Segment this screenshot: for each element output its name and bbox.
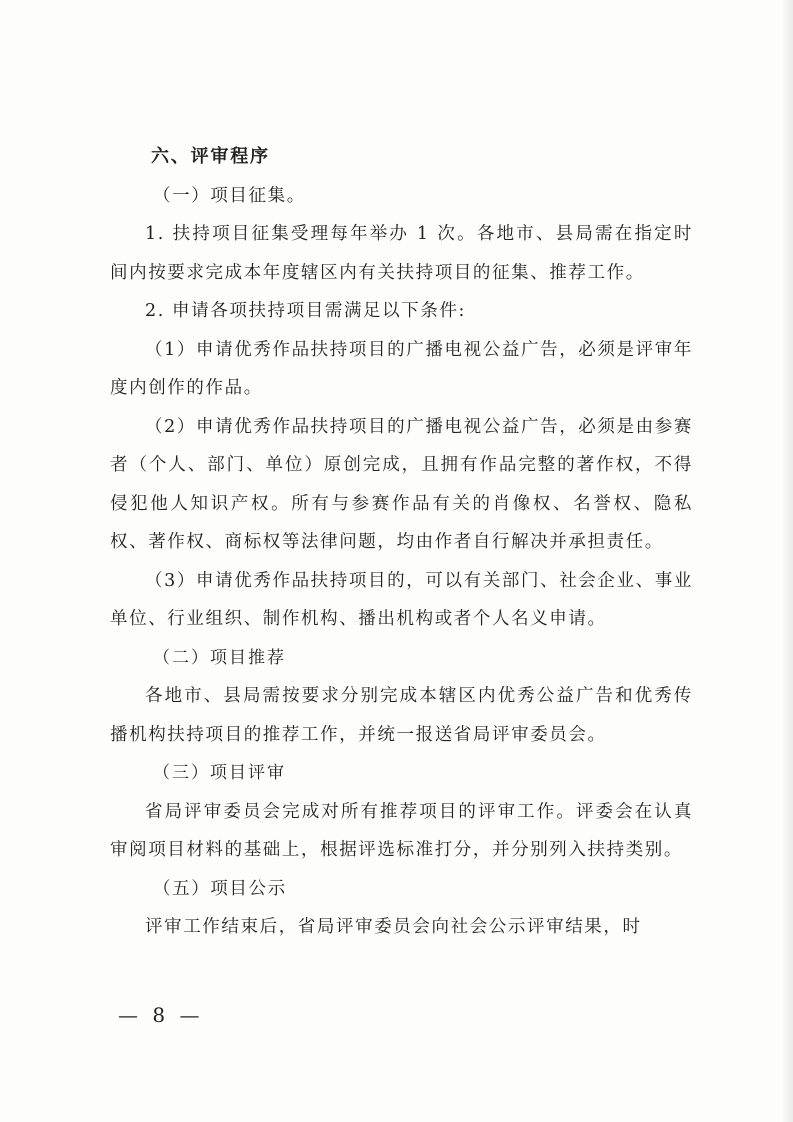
section-title: 六、评审程序 — [151, 146, 270, 167]
paragraph-condition-2: （2）申请优秀作品扶持项目的广播电视公益广告，必须是由参赛者（个人、部门、单位）原创完成，且拥有作品完整的著作权，不得侵犯他人知识产权。所有与参赛作品有关的肖像权、名誉权、隐私权、著作权、商标权等法律问题，均由作者自行解决并承担责任。 — [110, 416, 693, 552]
paragraph-publicity: 评审工作结束后，省局评审委员会向社会公示评审结果，时 — [145, 917, 642, 937]
paragraph-recommendation: 各地市、县局需按要求分别完成本辖区内优秀公益广告和优秀传播机构扶持项目的推荐工作，并统一报送省局评审委员会。 — [110, 686, 693, 745]
page-number: — 8 — — [118, 1003, 204, 1027]
subsection-title-1: （一）项目征集。 — [153, 185, 306, 206]
paragraph-review: 省局评审委员会完成对所有推荐项目的评审工作。评委会在认真审阅项目材料的基础上，根据评选标准打分，并分别列入扶持类别。 — [110, 801, 693, 860]
paragraph-condition-3: （3）申请优秀作品扶持项目的，可以有关部门、社会企业、事业单位、行业组织、制作机构、播出机构或者个人名义申请。 — [110, 570, 693, 629]
paragraph-item-2: 2. 申请各项扶持项目需满足以下条件: — [145, 301, 467, 321]
document-body — [110, 138, 693, 947]
paragraph-condition-1: （1）申请优秀作品扶持项目的广播电视公益广告，必须是评审年度内创作的作品。 — [110, 339, 693, 398]
subsection-title-5: （五）项目公示 — [153, 878, 287, 899]
subsection-title-2: （二）项目推荐 — [153, 647, 286, 668]
subsection-title-3: （三）项目评审 — [153, 763, 286, 783]
scan-edge-shadow — [781, 0, 793, 1122]
paragraph-item-1: 1. 扶持项目征集受理每年举办 1 次。各地市、县局需在指定时间内按要求完成本年度辖区内有关扶持项目的征集、推荐工作。 — [110, 224, 693, 283]
